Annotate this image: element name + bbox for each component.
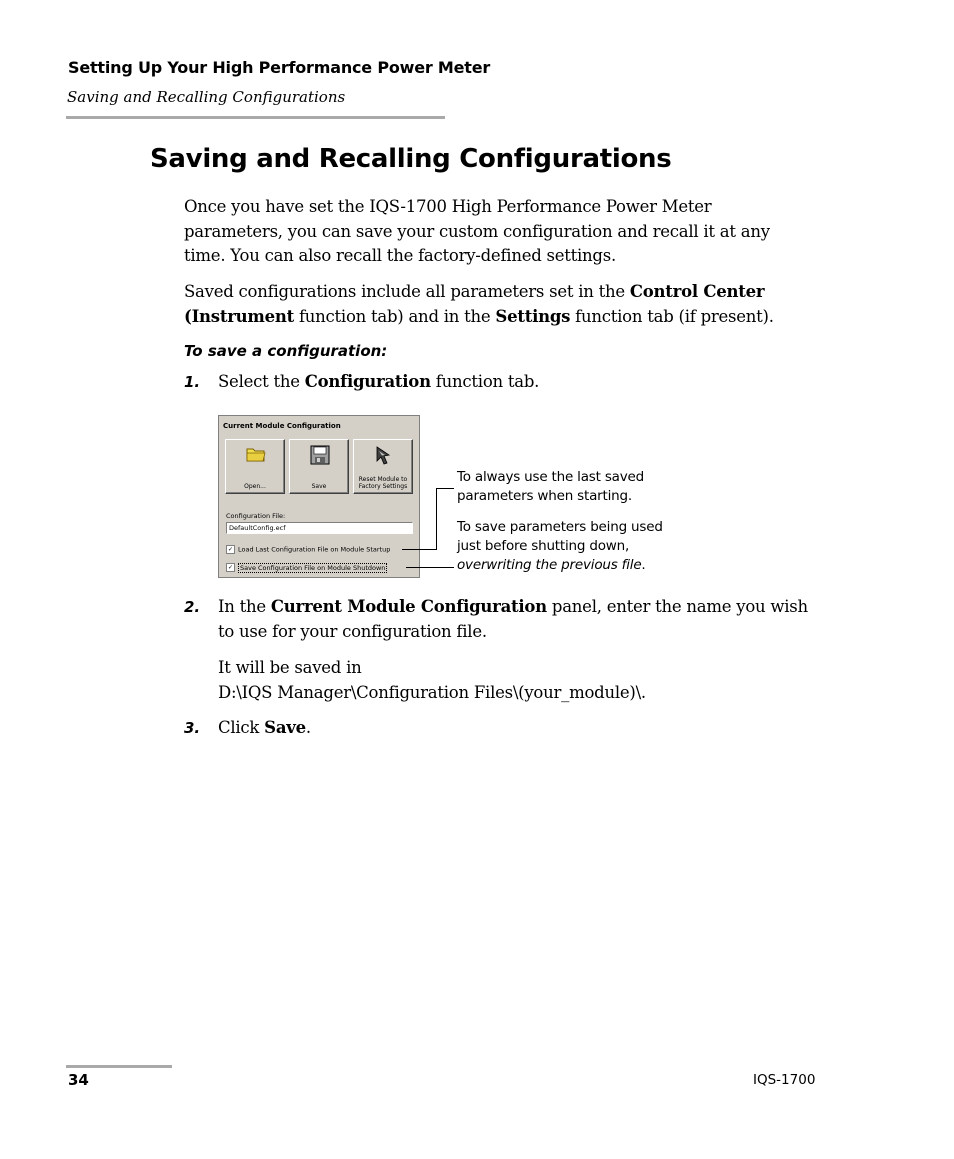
reset-button-label bbox=[354, 476, 412, 490]
intro-paragraph-1 bbox=[184, 195, 770, 269]
open-button-label: Open... bbox=[244, 483, 266, 490]
text-run: In the bbox=[218, 597, 271, 616]
paragraph-line: to use for your configuration file. bbox=[218, 621, 487, 641]
text-run: panel, enter the name you wish bbox=[546, 597, 808, 616]
folder-icon bbox=[246, 445, 266, 463]
text-run: function tab) and in the bbox=[293, 306, 496, 326]
paragraph-line: time. You can also recall the factory-defined settings. bbox=[184, 246, 616, 265]
configuration-term: Configuration bbox=[304, 372, 431, 391]
save-on-shutdown-label: Save Configuration File on Module Shutdown bbox=[240, 563, 386, 572]
running-subtitle: Saving and Recalling Configurations bbox=[67, 88, 346, 106]
callout-line: To save parameters being used bbox=[457, 519, 663, 535]
text-run: function tab. bbox=[430, 372, 540, 391]
reset-label-line: Factory Settings bbox=[358, 483, 408, 490]
callout-leader-line bbox=[436, 488, 437, 550]
text-run: Saved configurations include all parameters set in the bbox=[184, 282, 630, 301]
paragraph-line: It will be saved in bbox=[218, 658, 362, 677]
text-run: ( bbox=[184, 306, 192, 326]
footer-rule bbox=[66, 1065, 172, 1068]
text-run: . bbox=[305, 718, 311, 737]
current-module-configuration-term: Current Module Configuration bbox=[270, 597, 547, 616]
header-rule bbox=[66, 116, 445, 119]
load-last-config-checkbox[interactable]: ✓ bbox=[227, 546, 234, 553]
current-module-configuration-panel bbox=[218, 415, 420, 578]
callout-line: just before shutting down, bbox=[457, 538, 630, 554]
floppy-disk-icon bbox=[310, 445, 330, 465]
paragraph-line bbox=[184, 305, 774, 330]
configuration-file-label: Configuration File: bbox=[226, 512, 286, 520]
instrument-term: Instrument bbox=[191, 306, 294, 326]
page-number: 34 bbox=[68, 1071, 89, 1089]
reset-label-line: Reset Module to bbox=[358, 476, 408, 483]
text-run: function tab (if present). bbox=[570, 306, 774, 326]
step-1-number: 1. bbox=[184, 373, 201, 391]
load-last-config-row bbox=[226, 545, 390, 554]
step-3-number: 3. bbox=[184, 719, 201, 737]
control-center-term: Control Center bbox=[629, 282, 765, 301]
paragraph-line: parameters, you can save your custom configuration and recall it at any bbox=[184, 221, 770, 241]
section-heading: Saving and Recalling Configurations bbox=[150, 144, 672, 174]
save-path: D:\IQS Manager\Configuration Files\(your_module)\. bbox=[218, 682, 646, 702]
save-term: Save bbox=[264, 718, 306, 737]
callout-line: To always use the last saved bbox=[457, 469, 644, 485]
callout-leader-line bbox=[436, 488, 454, 489]
paragraph-line: Once you have set the IQS-1700 High Performance Power Meter bbox=[184, 197, 712, 216]
text-run: Select the bbox=[218, 372, 305, 391]
settings-term: Settings bbox=[495, 306, 571, 326]
step-2-note bbox=[218, 656, 646, 705]
callout-emphasis: overwriting the previous file bbox=[457, 557, 642, 573]
reset-factory-icon bbox=[374, 445, 394, 465]
save-button-label: Save bbox=[311, 483, 327, 490]
footer-product-name: IQS-1700 bbox=[753, 1072, 816, 1088]
callout-save-shutdown bbox=[457, 518, 663, 575]
load-last-config-label: Load Last Configuration File on Module Startup bbox=[238, 545, 391, 554]
save-button[interactable] bbox=[289, 439, 349, 494]
panel-title: Current Module Configuration bbox=[223, 422, 341, 430]
running-title: Setting Up Your High Performance Power Meter bbox=[68, 58, 491, 77]
step-2-text bbox=[218, 595, 808, 644]
paragraph-line bbox=[218, 595, 808, 620]
procedure-heading: To save a configuration: bbox=[184, 342, 388, 360]
save-on-shutdown-checkbox[interactable]: ✓ bbox=[227, 564, 234, 571]
text-run: . bbox=[641, 557, 646, 573]
reset-factory-settings-button[interactable] bbox=[353, 439, 413, 494]
configuration-file-input[interactable]: DefaultConfig.ecf bbox=[226, 522, 413, 534]
intro-paragraph-2 bbox=[184, 280, 774, 329]
step-2-number: 2. bbox=[184, 598, 201, 616]
step-3-text bbox=[218, 716, 311, 741]
callout-leader-line bbox=[406, 567, 454, 568]
callout-line bbox=[457, 556, 663, 575]
text-run: Click bbox=[218, 718, 265, 737]
callout-line: parameters when starting. bbox=[457, 488, 632, 504]
callout-load-last bbox=[457, 468, 644, 506]
paragraph-line bbox=[184, 280, 774, 305]
step-1-text bbox=[218, 370, 539, 395]
callout-leader-line bbox=[402, 549, 436, 550]
open-button[interactable] bbox=[225, 439, 285, 494]
save-on-shutdown-row bbox=[226, 563, 387, 572]
